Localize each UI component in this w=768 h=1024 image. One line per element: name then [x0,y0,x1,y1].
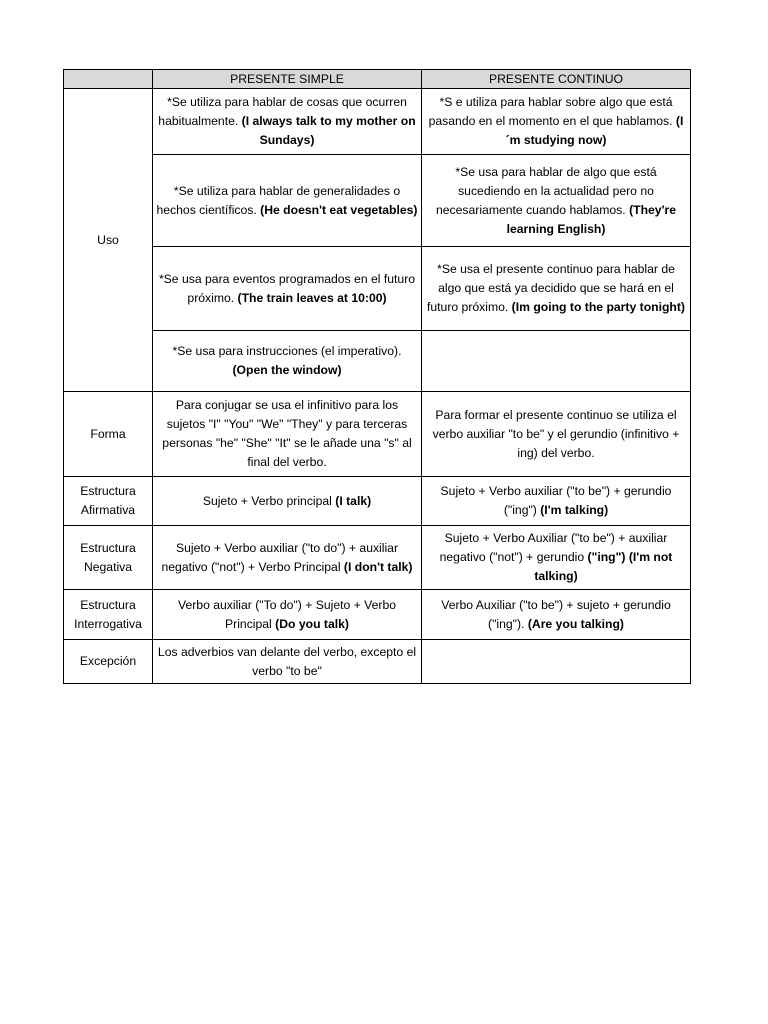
table-row-afirmativa [64,477,691,526]
cell-example: (I always talk to my mother on Sundays) [241,114,416,147]
table-row-forma [64,392,691,477]
header-row [64,70,691,89]
cell-example: (Open the window) [232,363,342,377]
cell-uso-continuo-4 [422,331,691,392]
cell-example: (Are you talking) [527,616,624,631]
cell-text: Verbo auxiliar ("To do") + Sujeto + Verbo Principal [178,597,396,631]
cell-afirmativa-continuo [422,477,691,526]
cell-text: *Se usa para hablar de algo que está sucediendo en la actualidad pero no necesariamente cuando hablamos. [435,164,657,217]
cell-example: (I'm talking) [540,503,609,517]
header-corner [64,70,153,89]
table-row-interrogativa [64,590,691,640]
cell-text: Sujeto + Verbo auxiliar ("to do") + auxiliar negativo ("not") + Verbo Principal [161,540,399,574]
cell-text: *Se usa para instrucciones (el imperativo). [172,344,402,358]
row-label-uso: Uso [64,89,153,392]
row-label-forma: Forma [64,392,153,477]
cell-uso-simple-3 [153,247,422,331]
cell-text: Sujeto + Verbo principal [202,493,336,508]
table-row-negativa [64,526,691,590]
cell-example: (Im going to the party tonight) [511,300,685,314]
table-row-uso-1 [64,89,691,155]
cell-afirmativa-simple [153,477,422,526]
row-label-interrogativa: Estructura Interrogativa [64,590,153,640]
cell-negativa-continuo [422,526,691,590]
cell-text: *Se usa el presente continuo para hablar de algo que está ya decidido que se hará en el futuro próximo. [427,262,675,314]
table-row-uso-3 [64,247,691,331]
cell-text: *Se usa para eventos programados en el futuro próximo. [158,271,416,305]
table-row-uso-2 [64,155,691,247]
cell-text: Sujeto + Verbo Auxiliar ("to be") + auxiliar negativo ("not") + gerundio [439,531,668,564]
cell-uso-continuo-2 [422,155,691,247]
row-label-afirmativa: Estructura Afirmativa [64,477,153,526]
cell-text: Sujeto + Verbo auxiliar ("to be") + gerundio ("ing") [440,484,672,517]
cell-uso-simple-4 [153,331,422,392]
cell-excepcion-continuo [422,640,691,684]
row-label-negativa: Estructura Negativa [64,526,153,590]
grammar-table [63,69,691,684]
cell-forma-continuo: Para formar el presente continuo se utiliza el verbo auxiliar "to be" y el gerundio (infinitivo + ing) del verbo. [422,392,691,477]
cell-forma-simple: Para conjugar se usa el infinitivo para los sujetos "I" "You" "We" "They" y para terceras personas "he" "She" "It" se le añade una "s" al final del verbo. [153,392,422,477]
cell-uso-continuo-3 [422,247,691,331]
header-presente-simple: PRESENTE SIMPLE [153,70,422,89]
cell-text: *Se utiliza para hablar de generalidades o hechos científicos. [156,183,401,217]
cell-negativa-simple [153,526,422,590]
cell-uso-simple-1 [153,89,422,155]
cell-text: Verbo Auxiliar ("to be") + sujeto + gerundio ("ing"). [441,597,671,631]
table-row-excepcion [64,640,691,684]
cell-interrogativa-continuo [422,590,691,640]
cell-example: (Do you talk) [275,616,349,631]
cell-example: ("ing") (I'm not talking) [534,550,673,583]
row-label-excepcion: Excepción [64,640,153,684]
cell-text: *S e utiliza para hablar sobre algo que está pasando en el momento en el que hablamos. [428,95,676,128]
cell-example: (They're learning English) [506,202,677,236]
cell-interrogativa-simple [153,590,422,640]
cell-uso-simple-2 [153,155,422,247]
cell-example: (The train leaves at 10:00) [237,290,387,305]
cell-example: (I´m studying now) [505,114,684,147]
cell-text: *Se utiliza para hablar de cosas que ocurren habitualmente. [158,95,407,128]
header-presente-continuo: PRESENTE CONTINUO [422,70,691,89]
cell-example: (I don't talk) [343,559,413,574]
table-row-uso-4 [64,331,691,392]
cell-uso-continuo-1 [422,89,691,155]
cell-example: (I talk) [335,493,372,508]
cell-excepcion-simple: Los adverbios van delante del verbo, excepto el verbo "to be" [153,640,422,684]
cell-example: (He doesn't eat vegetables) [260,202,418,217]
